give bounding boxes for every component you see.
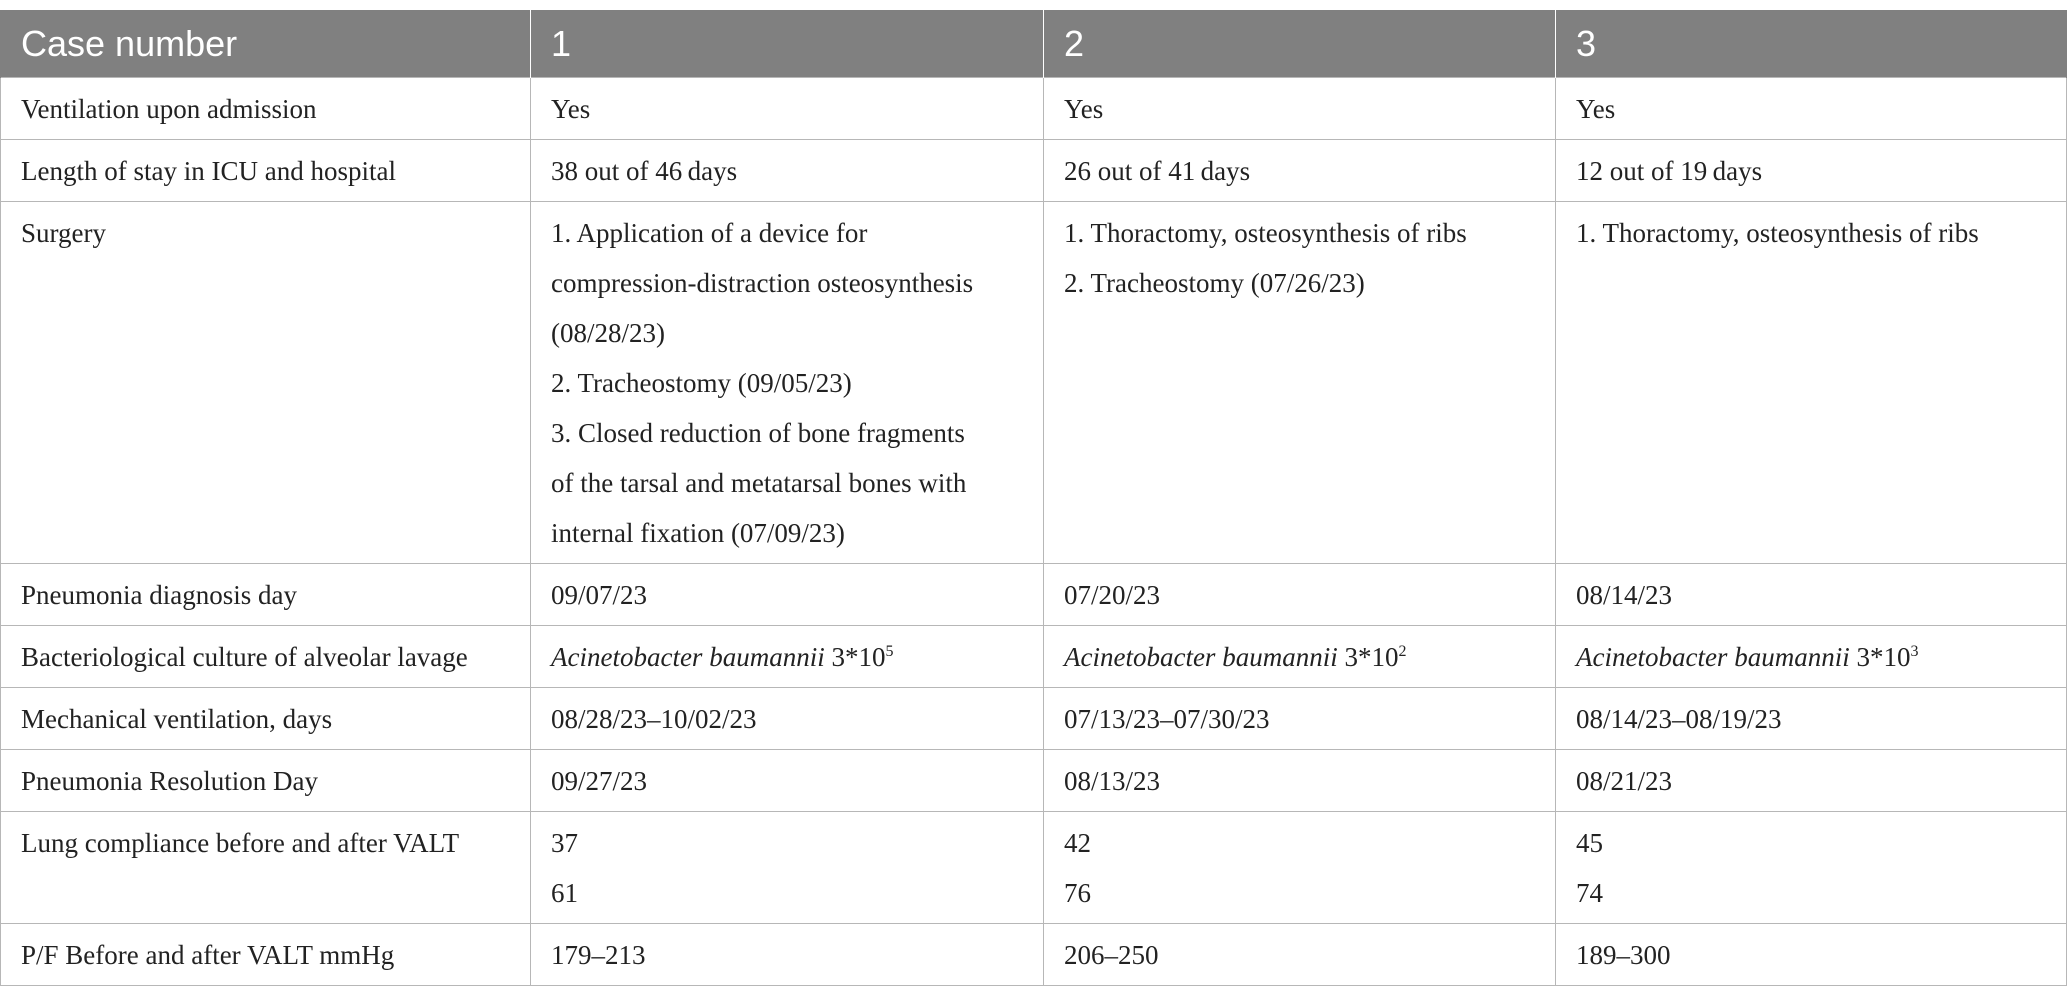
culture-value: 3*10 — [1856, 642, 1911, 672]
table-cell: Yes — [1556, 78, 2067, 140]
value-after: 61 — [551, 878, 578, 908]
row-label: Ventilation upon admission — [1, 78, 531, 140]
cell-line: 2. Tracheostomy (07/26/23) — [1064, 268, 1365, 298]
table-cell — [1044, 202, 1556, 564]
culture-exponent: 5 — [885, 643, 894, 660]
table-cell: 189–300 — [1556, 924, 2067, 986]
row-label: Length of stay in ICU and hospital — [1, 140, 531, 202]
cell-line: internal fixation (07/09/23) — [551, 518, 845, 548]
value-after: 74 — [1576, 878, 1603, 908]
species-name: Acinetobacter baumannii — [1064, 642, 1338, 672]
table-row — [1, 812, 2067, 924]
row-label: Bacteriological culture of alveolar lavage — [1, 626, 531, 688]
table-cell: 179–213 — [531, 924, 1044, 986]
cell-line: compression-distraction osteosynthesis — [551, 268, 974, 298]
header-case-2: 2 — [1044, 10, 1556, 78]
value-before: 37 — [551, 828, 578, 858]
table-cell: 08/14/23 — [1556, 564, 2067, 626]
value-before: 42 — [1064, 828, 1091, 858]
header-case-1: 1 — [531, 10, 1044, 78]
table-row — [1, 78, 2067, 140]
cell-line: 1. Thoractomy, osteosynthesis of ribs — [1064, 218, 1467, 248]
value-before: 45 — [1576, 828, 1603, 858]
table-cell: 08/14/23–08/19/23 — [1556, 688, 2067, 750]
table-cell — [1556, 812, 2067, 924]
row-label: Mechanical ventilation, days — [1, 688, 531, 750]
case-table — [0, 10, 2067, 986]
table-cell: 08/13/23 — [1044, 750, 1556, 812]
cell-line: 1. Application of a device for — [551, 218, 868, 248]
species-name: Acinetobacter baumannii — [551, 642, 825, 672]
cell-line: of the tarsal and metatarsal bones with — [551, 468, 967, 498]
value-after: 76 — [1064, 878, 1091, 908]
table-cell: 26 out of 41 days — [1044, 140, 1556, 202]
table-cell — [1044, 812, 1556, 924]
header-case-3: 3 — [1556, 10, 2067, 78]
table-cell: 08/21/23 — [1556, 750, 2067, 812]
cell-line: 1. Thoractomy, osteosynthesis of ribs — [1576, 218, 1979, 248]
table-row — [1, 750, 2067, 812]
table-cell: 09/07/23 — [531, 564, 1044, 626]
row-label: Lung compliance before and after VALT — [1, 812, 531, 924]
table-cell: 08/28/23–10/02/23 — [531, 688, 1044, 750]
table-cell: 12 out of 19 days — [1556, 140, 2067, 202]
table-cell: 07/20/23 — [1044, 564, 1556, 626]
table-cell — [531, 812, 1044, 924]
culture-value: 3*10 — [831, 642, 886, 672]
table-cell — [1556, 202, 2067, 564]
table-cell — [531, 626, 1044, 688]
species-name: Acinetobacter baumannii — [1576, 642, 1850, 672]
table-cell: 38 out of 46 days — [531, 140, 1044, 202]
row-label: Surgery — [1, 202, 531, 564]
table-row — [1, 564, 2067, 626]
row-label: Pneumonia Resolution Day — [1, 750, 531, 812]
table-cell — [1556, 626, 2067, 688]
header-case-number: Case number — [1, 10, 531, 78]
table-cell: Yes — [1044, 78, 1556, 140]
row-label: P/F Before and after VALT mmHg — [1, 924, 531, 986]
table-cell: Yes — [531, 78, 1044, 140]
culture-exponent: 3 — [1910, 643, 1919, 660]
table-cell: 206–250 — [1044, 924, 1556, 986]
table-row — [1, 626, 2067, 688]
cell-line: (08/28/23) — [551, 318, 665, 348]
table-cell: 07/13/23–07/30/23 — [1044, 688, 1556, 750]
table-row — [1, 688, 2067, 750]
table-cell: 09/27/23 — [531, 750, 1044, 812]
cell-line: 2. Tracheostomy (09/05/23) — [551, 368, 852, 398]
table-cell — [531, 202, 1044, 564]
culture-value: 3*10 — [1344, 642, 1399, 672]
table-row — [1, 202, 2067, 564]
culture-exponent: 2 — [1398, 643, 1407, 660]
table-cell — [1044, 626, 1556, 688]
cell-line: 3. Closed reduction of bone fragments — [551, 418, 965, 448]
table-row — [1, 924, 2067, 986]
table-row — [1, 140, 2067, 202]
row-label: Pneumonia diagnosis day — [1, 564, 531, 626]
header-row — [1, 10, 2067, 78]
